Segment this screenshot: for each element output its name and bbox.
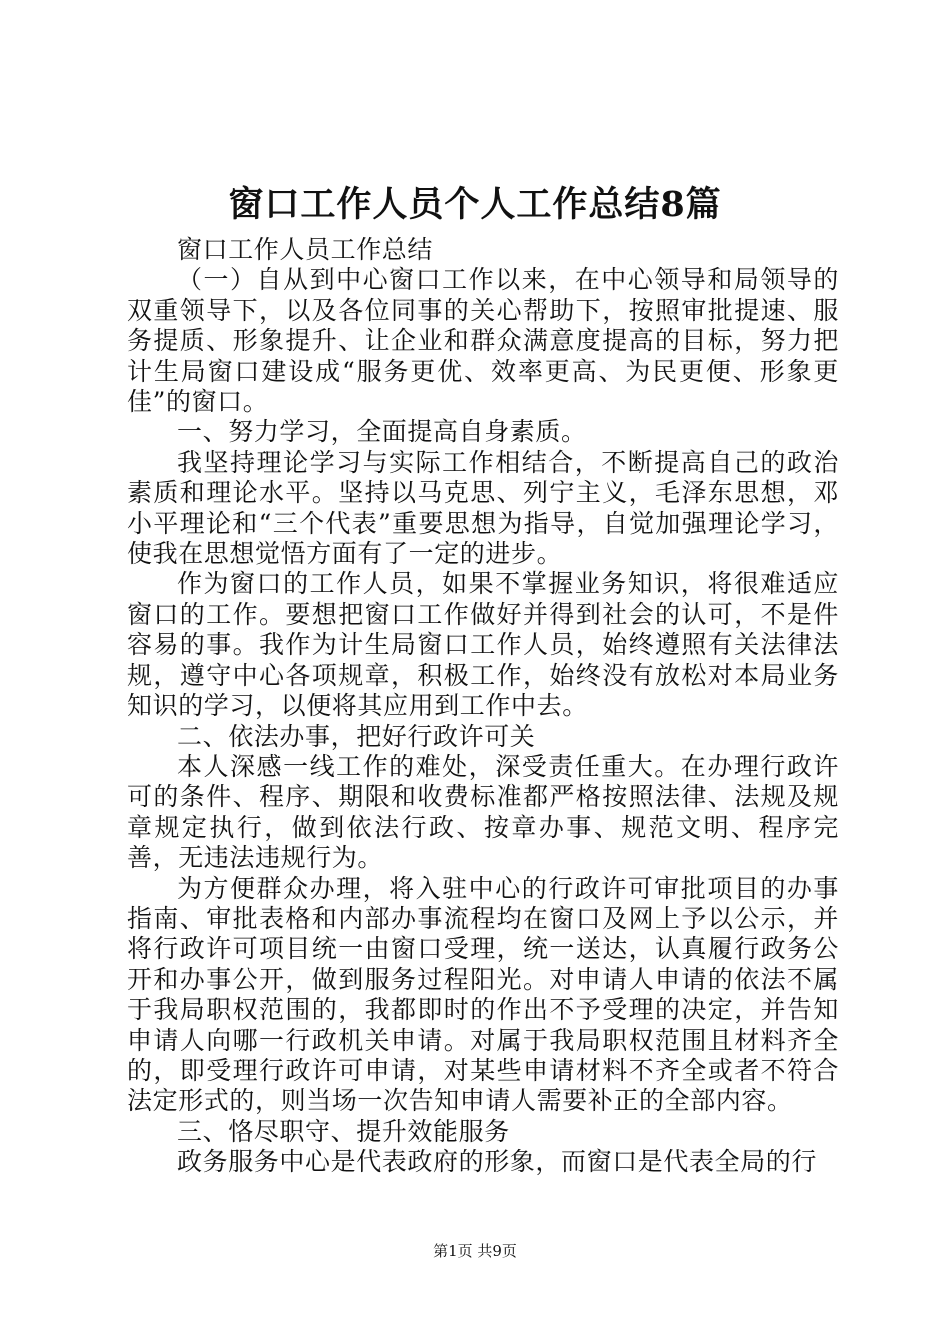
document-body	[127, 235, 839, 1178]
paragraph: 为方便群众办理，将入驻中心的行政许可审批项目的办事指南、审批表格和内部办事流程均在窗口及网上予以公示，并将行政许可项目统一由窗口受理，统一送达，认真履行政务公开和办事公开，做到服务过程阳光。对申请人申请的依法不属于我局职权范围的，我都即时的作出不予受理的决定，并告知申请人向哪一行政机关申请。对属于我局职权范围且材料齐全的，即受理行政许可申请，对某些申请材料不齐全或者不符合法定形式的，则当场一次告知申请人需要补正的全部内容。	[127, 873, 839, 1116]
paragraph: 政务服务中心是代表政府的形象，而窗口是代表全局的行	[177, 1147, 818, 1177]
section-heading: 一、努力学习，全面提高自身素质。	[177, 417, 587, 447]
document-title: 窗口工作人员个人工作总结8篇	[228, 184, 722, 225]
page-footer: 第1页 共9页	[433, 1242, 517, 1260]
section-heading: 二、依法办事，把好行政许可关	[177, 721, 536, 751]
paragraph: 本人深感一线工作的难处，深受责任重大。在办理行政许可的条件、程序、期限和收费标准都严格按照法律、法规及规章规定执行，做到依法行政、按章办事、规范文明、程序完善，无违法违规行为。	[127, 751, 839, 873]
paragraph: 作为窗口的工作人员，如果不掌握业务知识，将很难适应窗口的工作。要想把窗口工作做好并得到社会的认可，不是件容易的事。我作为计生局窗口工作人员，始终遵照有关法律法规，遵守中心各项规章，积极工作，始终没有放松对本局业务知识的学习，以便将其应用到工作中去。	[127, 569, 839, 721]
section-heading: 窗口工作人员工作总结	[177, 235, 434, 264]
paragraph: 我坚持理论学习与实际工作相结合，不断提高自己的政治素质和理论水平。坚持以马克思、列宁主义，毛泽东思想，邓小平理论和“三个代表”重要思想为指导，自觉加强理论学习，使我在思想觉悟方面有了一定的进步。	[127, 447, 839, 569]
section-heading: 三、恪尽职守、提升效能服务	[177, 1116, 510, 1146]
paragraph: （一）自从到中心窗口工作以来，在中心领导和局领导的双重领导下，以及各位同事的关心帮助下，按照审批提速、服务提质、形象提升、让企业和群众满意度提高的目标，努力把计生局窗口建设成“服务更优、效率更高、为民更便、形象更佳”的窗口。	[127, 265, 839, 417]
